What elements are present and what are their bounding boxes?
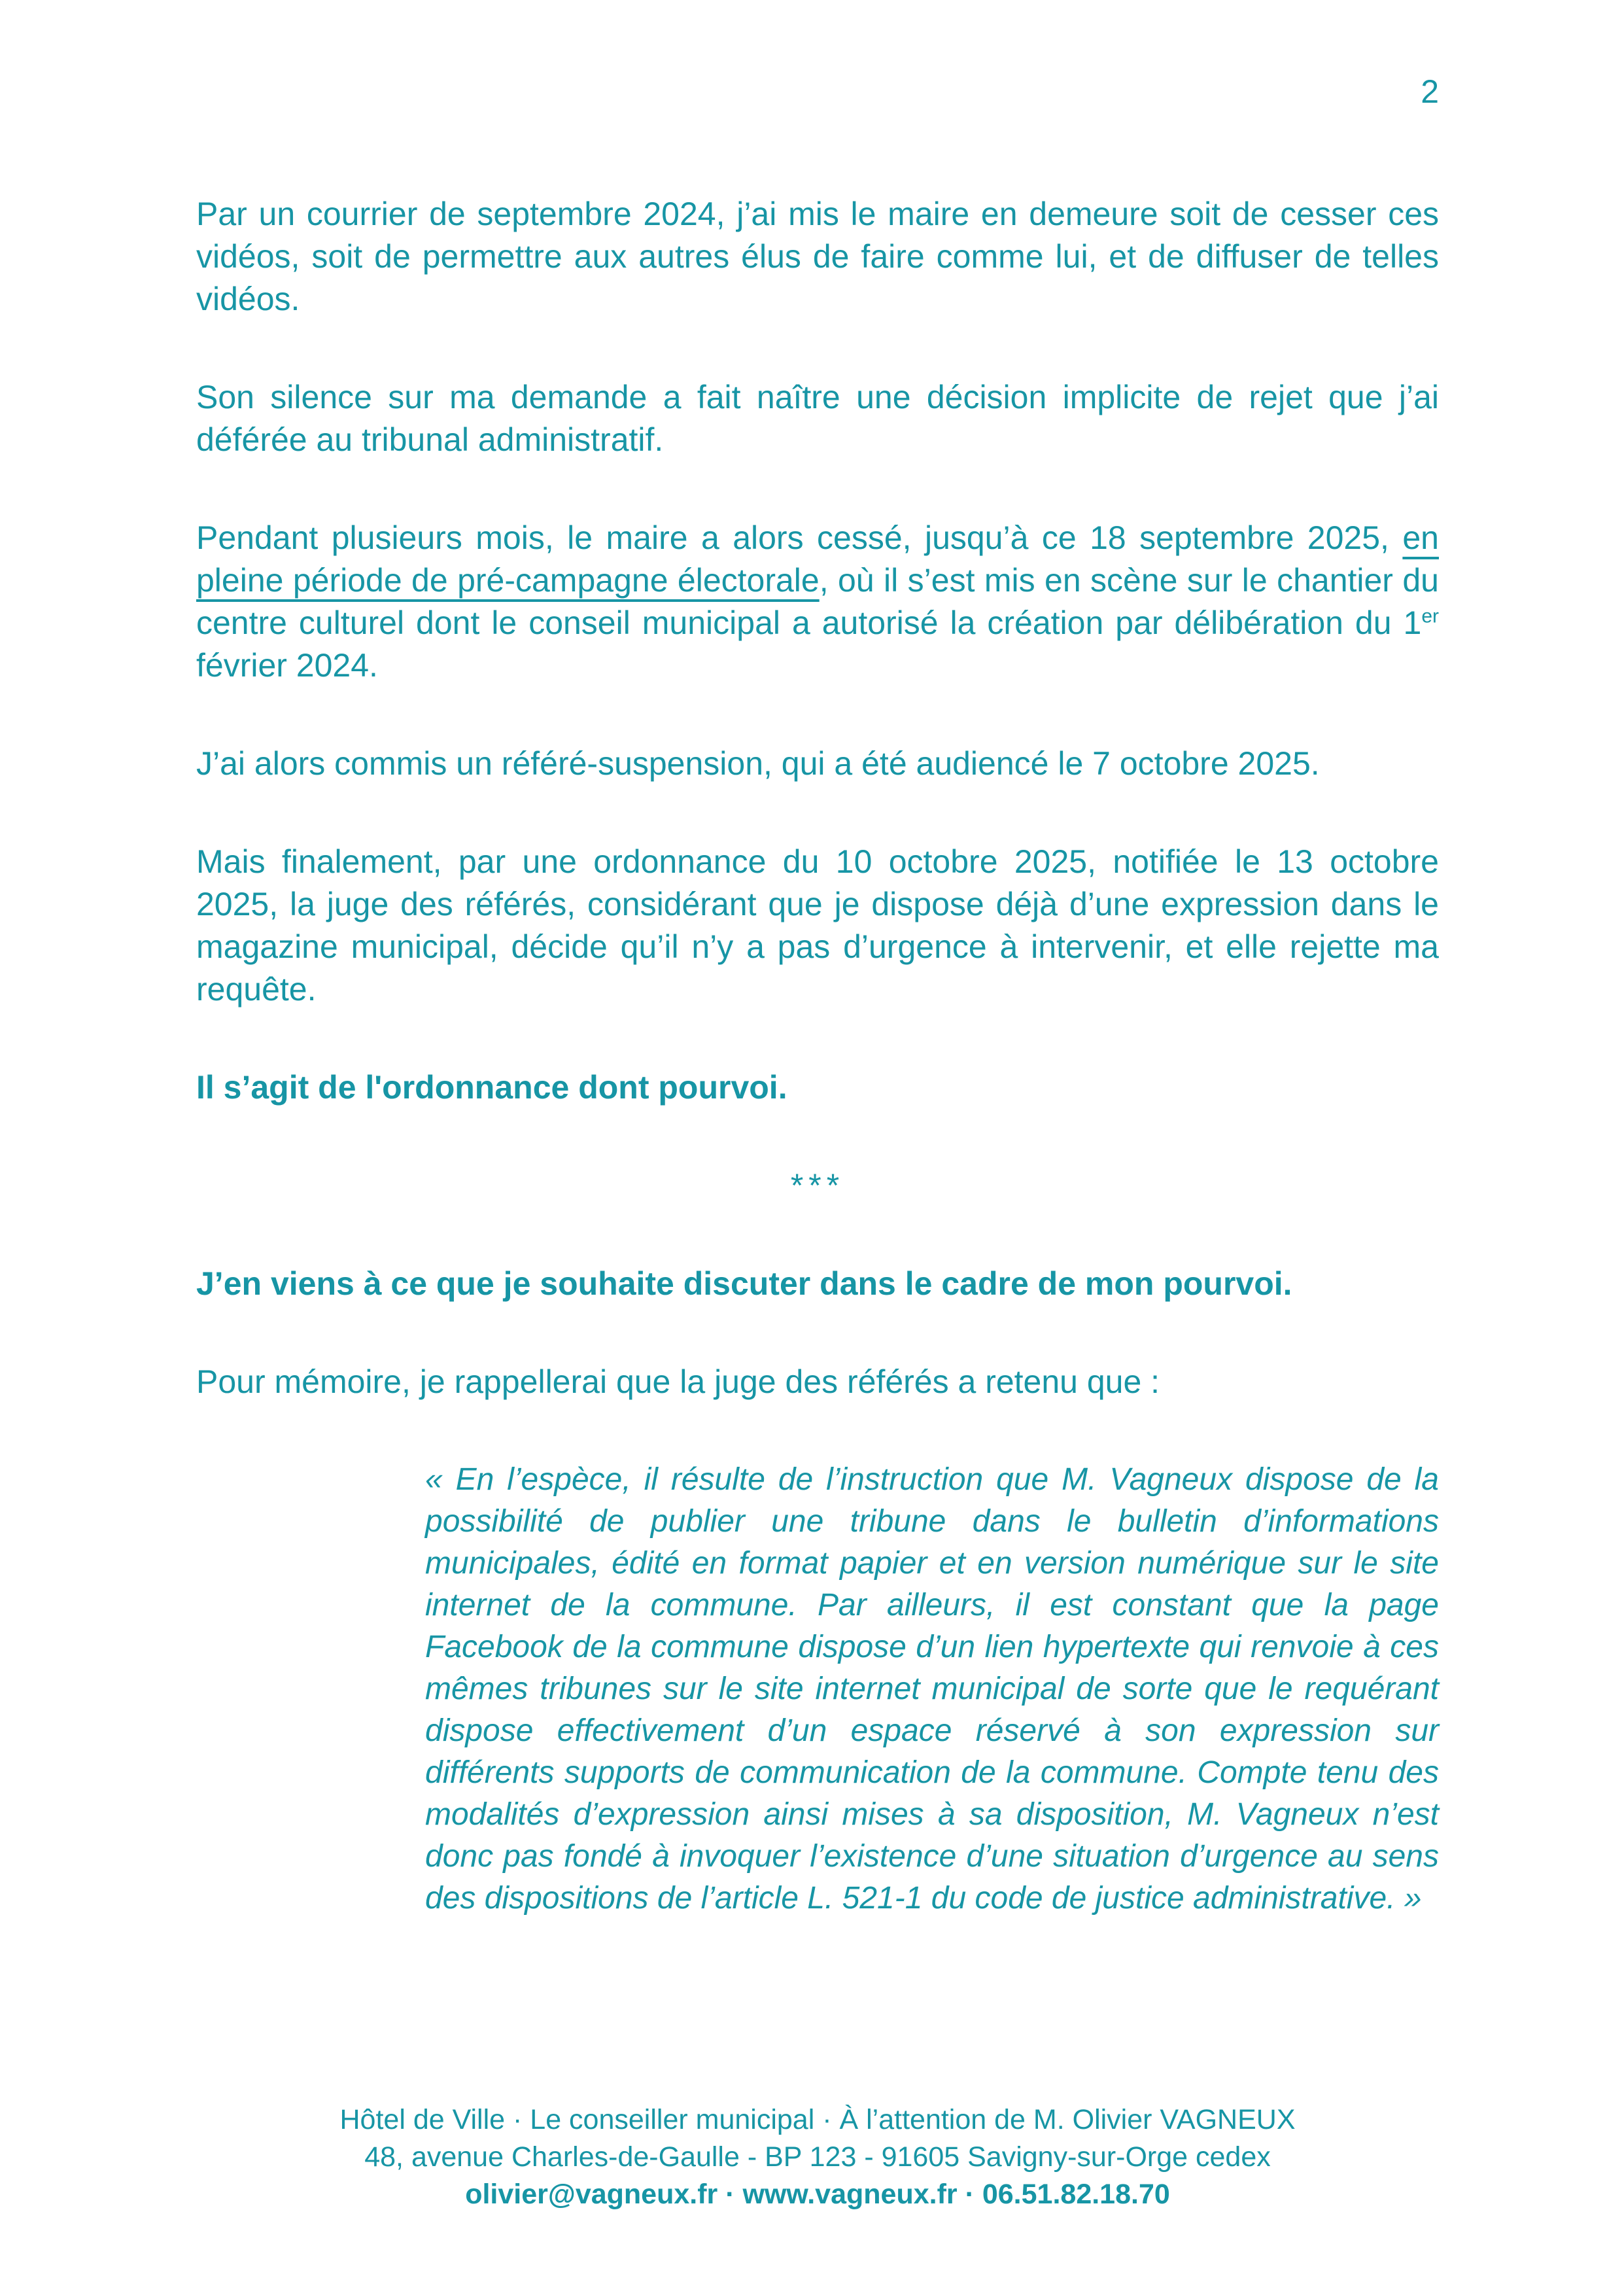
paragraph-courrier-septembre: Par un courrier de septembre 2024, j’ai mis le maire en demeure soit de cesser ces vidéos, soit de permettre aux autres élus de faire comme lui, et de diffuser de telles vidéos. xyxy=(196,196,1439,317)
paragraph-3-mid: , où il s’est mis en scène sur le chantier du centre culturel dont le conseil municipal a autorisé la création par délibération du 1 xyxy=(196,562,1439,641)
ordinal-superscript: er xyxy=(1421,605,1439,627)
paragraph-silence-rejet: Son silence sur ma demande a fait naître une décision implicite de rejet que j’ai déférée au tribunal administratif. xyxy=(196,379,1439,458)
footer-address-line-1: Hôtel de Ville · Le conseiller municipal · À l’attention de M. Olivier VAGNEUX xyxy=(339,2104,1296,2135)
paragraph-3-end: février 2024. xyxy=(196,647,378,684)
statement-ordonnance-pourvoi: Il s’agit de l'ordonnance dont pourvoi. xyxy=(196,1069,787,1106)
section-separator-asterisks: *** xyxy=(790,1167,845,1204)
paragraph-pour-memoire: Pour mémoire, je rappellerai que la juge des référés a retenu que : xyxy=(196,1363,1160,1400)
paragraph-refere-suspension: J’ai alors commis un référé-suspension, qui a été audiencé le 7 octobre 2025. xyxy=(196,745,1320,782)
page-number: 2 xyxy=(1421,73,1439,110)
paragraph-ordonnance-rejet: Mais finalement, par une ordonnance du 10 octobre 2025, notifiée le 13 octobre 2025, la juge des référés, considérant que je dispose déjà d’une expression dans le magazine municipal, décide qu’il n’y a pas d’urgence à intervenir, et elle rejette ma requête. xyxy=(196,843,1439,1007)
paragraph-3-before: Pendant plusieurs mois, le maire a alors cessé, jusqu’à ce 18 septembre 2025, xyxy=(196,519,1403,556)
paragraph-jen-viens: J’en viens à ce que je souhaite discuter dans le cadre de mon pourvoi. xyxy=(196,1265,1292,1302)
paragraph-pendant-plusieurs-mois xyxy=(196,517,1439,687)
underlined-phrase-pre-campagne: en pleine période de pré-campagne électorale xyxy=(196,519,1439,599)
footer-contact-line: olivier@vagneux.fr · www.vagneux.fr · 06.51.82.18.70 xyxy=(465,2179,1170,2210)
footer-address-line-2: 48, avenue Charles-de-Gaulle - BP 123 - 91605 Savigny-sur-Orge cedex xyxy=(364,2141,1271,2173)
document-body xyxy=(196,193,1439,1919)
page-footer xyxy=(196,2101,1439,2213)
court-ruling-quote: « En l’espèce, il résulte de l’instruction que M. Vagneux dispose de la possibilité de publier une tribune dans le bulletin d’informations municipales, édité en format papier et en version numérique sur le site internet de la commune. Par ailleurs, il est constant que la page Facebook de la commune dispose d’un lien hypertexte qui renvoie à ces mêmes tribunes sur le site internet municipal de sorte que le requérant dispose effectivement d’un espace réservé à son expression sur différents supports de communication de la commune. Compte tenu des modalités d’expression ainsi mises à sa disposition, M. Vagneux n’est donc pas fondé à invoquer l’existence d’une situation d’urgence au sens des dispositions de l’article L. 521-1 du code de justice administrative. » xyxy=(425,1462,1439,1916)
